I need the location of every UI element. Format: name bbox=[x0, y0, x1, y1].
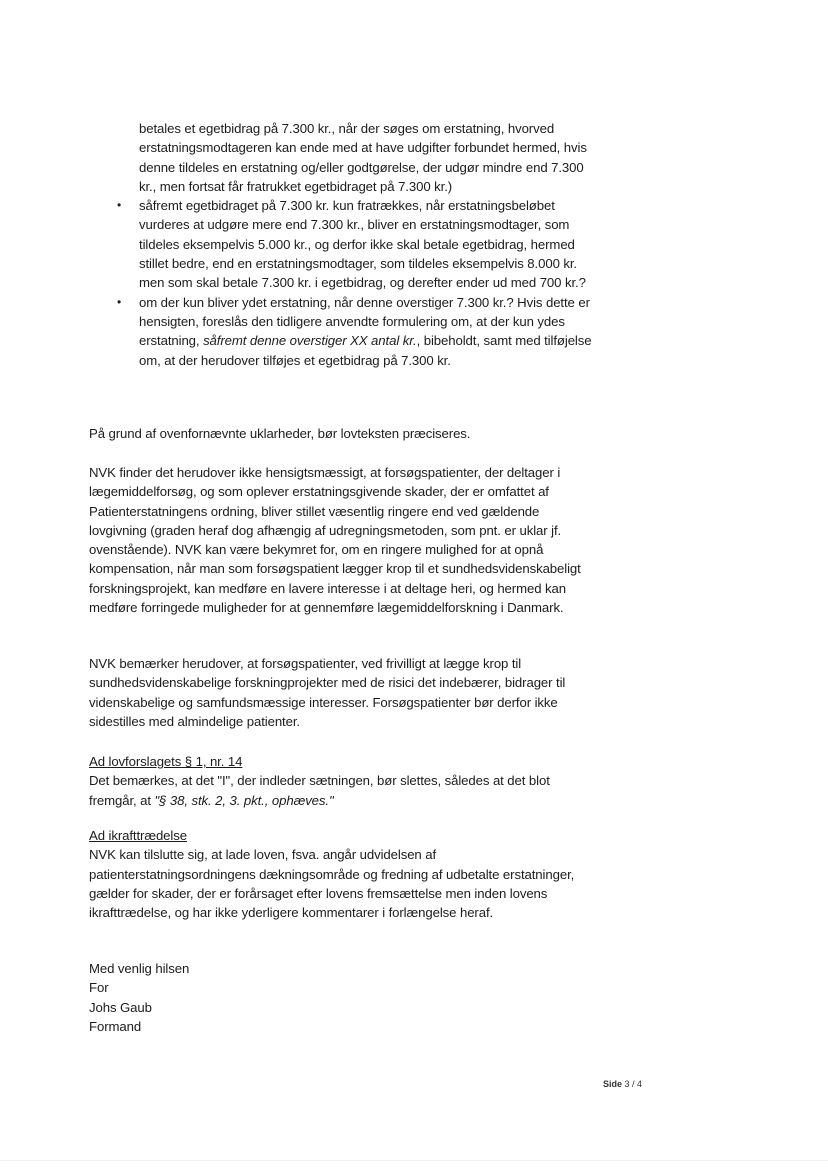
signature-block bbox=[89, 959, 589, 1036]
paragraph-remark bbox=[89, 654, 589, 731]
bullet-list bbox=[117, 196, 599, 370]
paragraph-clarification bbox=[89, 424, 589, 443]
bullet-list-block bbox=[117, 119, 599, 370]
section-text bbox=[89, 771, 589, 810]
page-number bbox=[603, 1079, 642, 1089]
bullet-icon: • bbox=[117, 294, 122, 309]
bullet-item-text-end: , bibeholdt, samt med tilføjelse om, at der herudover tilføjes et egetbidrag på 7.300 kr. bbox=[139, 333, 592, 368]
page-number-value: 3 / 4 bbox=[624, 1079, 643, 1089]
signature-for: For bbox=[89, 980, 109, 996]
paragraph-text: NVK bemærker herudover, at forsøgspatienter, ved frivilligt at lægge krop til sundhedsvidenskabelige forskningprojekter med de risici det indebærer, bidrager til videnskabelige og samfundsmæssige interesser. Forsøgspatienter bør derfor ikke sidestilles med almindelige patienter. bbox=[89, 656, 566, 729]
section-lovforslag bbox=[89, 752, 589, 810]
section-heading: Ad lovforslagets § 1, nr. 14 bbox=[89, 754, 243, 769]
signature-name: Johs Gaub bbox=[89, 999, 152, 1015]
section-text: NVK kan tilslutte sig, at lade loven, fsva. angår udvidelsen af patienterstatningsordningens dækningsområde og fredning af udbetalte erstatninger, gælder for skader, der er forårsaget efter lovens fremsættelse men inden lovens ikrafttrædelse, og har ikke yderligere kommentarer i forlængelse heraf. bbox=[89, 847, 575, 921]
bullet-item bbox=[117, 293, 599, 370]
paragraph-text: På grund af ovenfornævnte uklarheder, bør lovteksten præciseres. bbox=[89, 426, 471, 441]
section-heading: Ad ikrafttrædelse bbox=[89, 828, 187, 843]
bullet-item-text: om der kun bliver ydet erstatning, når denne overstiger 7.300 kr.? Hvis dette er hensigten, foreslås den tidligere anvendte formulering om, at der kun ydes erstatning, bbox=[139, 294, 590, 349]
section-ikrafttraedelse bbox=[89, 826, 589, 922]
section-text-emphasis: "§ 38, stk. 2, 3. pkt., ophæves." bbox=[154, 792, 334, 808]
paragraph-text: NVK finder det herudover ikke hensigtsmæssigt, at forsøgspatienter, der deltager i lægemiddelforsøg, og som oplever erstatningsgivende skader, der er omfattet af Patienterstatningens ordning, bliver stillet væsentlig ringere end ved gældende lovgivning (graden heraf dog afhængig af udregningsmetoden, som pnt. er uklar jf. ovenstående). NVK kan være bekymret for, om en ringere mulighed for at opnå kompensation, når man som forsøgspatient lægger krop til et sundhedsvidenskabeligt forskningsprojekt, kan medføre en lavere interesse i at deltage heri, og hermed kan medføre forringede muligheder for at gennemføre lægemiddelforskning i Danmark. bbox=[89, 465, 581, 616]
page-number-label: Side bbox=[603, 1079, 623, 1089]
bullet-item-emphasis: såfremt denne overstiger XX antal kr. bbox=[203, 333, 417, 349]
section-text-main: Det bemærkes, at det "I", der indleder sætningen, bør slettes, således at det blot fremgår, at bbox=[89, 773, 550, 808]
scan-edge-divider bbox=[0, 1160, 828, 1161]
signature-greeting: Med venlig hilsen bbox=[89, 961, 190, 976]
signature-title: Formand bbox=[89, 1018, 142, 1034]
bullet-continuation-text: betales et egetbidrag på 7.300 kr., når der søges om erstatning, hvorved erstatningsmodtageren kan ende med at have udgifter forbundet hermed, hvis denne tildeles en erstatning og/eller godtgørelse, der udgør mindre end 7.300 kr., men fortsat får fratrukket egetbidraget på 7.300 kr.) bbox=[139, 121, 587, 194]
bullet-icon: • bbox=[117, 198, 122, 213]
bullet-item-text: såfremt egetbidraget på 7.300 kr. kun fratrækkes, når erstatningsbeløbet vurderes at udgøre mere end 7.300 kr., bliver en erstatningsmodtager, som tildeles eksempelvis 5.000 kr., og derfor ikke skal betale egetbidrag, hermed stillet bedre, end en erstatningsmodtager, som tildeles eksempelvis 8.000 kr. men som skal betale 7.300 kr. i egetbidrag, og derefter ender ud med 700 kr.? bbox=[139, 198, 586, 291]
bullet-item bbox=[117, 196, 599, 292]
paragraph-concern bbox=[89, 463, 589, 617]
